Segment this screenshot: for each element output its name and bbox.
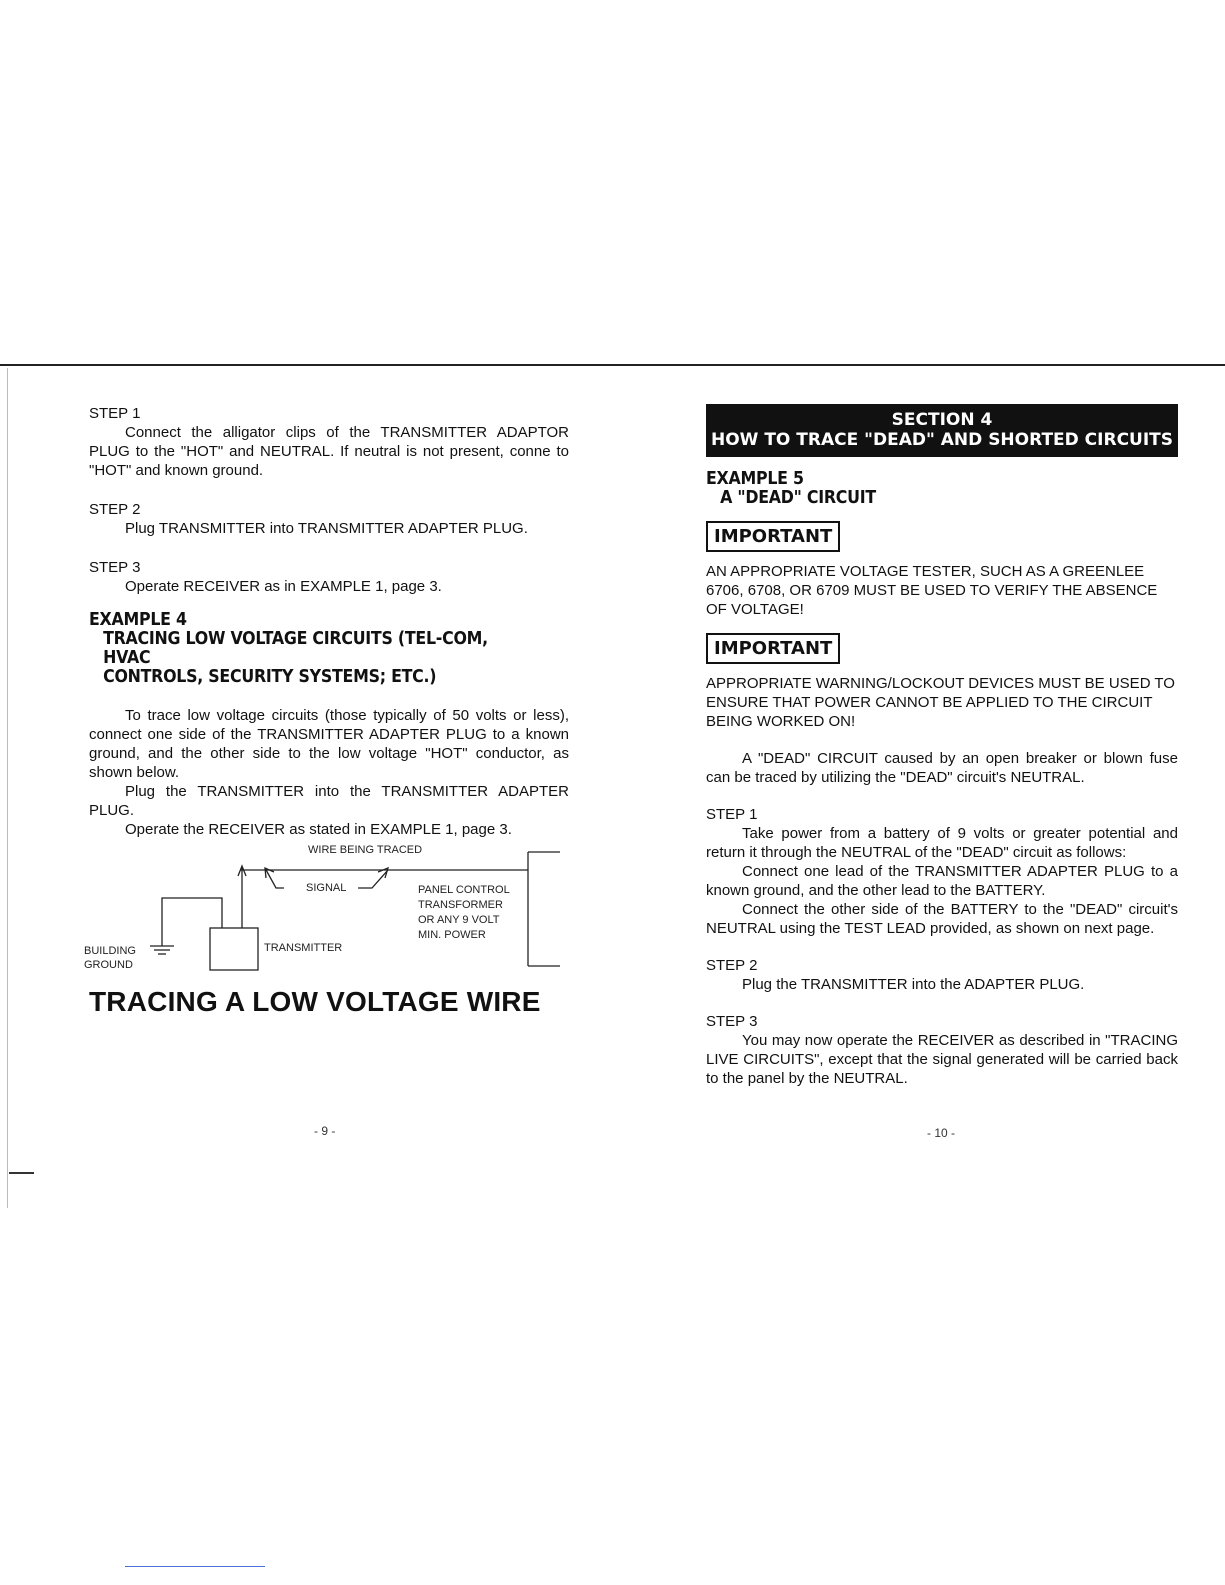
left-scan-mark [9, 1172, 34, 1174]
panel-control-label: PANEL CONTROL [418, 884, 510, 896]
signal-label: SIGNAL [306, 882, 347, 894]
important-badge-2: IMPORTANT [706, 633, 840, 664]
building-label: BUILDING [84, 945, 136, 957]
dead-circuit-intro: A "DEAD" CIRCUIT caused by an open breaker or blown fuse can be traced by utilizing the "DEAD" circuit's NEUTRAL. [706, 750, 1178, 786]
ground-lead [162, 898, 222, 937]
transmitter-box [210, 928, 258, 970]
section-banner [706, 404, 1178, 457]
example4-subtitle-line1: TRACING LOW VOLTAGE CIRCUITS (TEL-COM, HVAC [103, 628, 488, 668]
right-page-column [706, 410, 1178, 1088]
signal-leader-right [358, 870, 388, 888]
r-step1-label: STEP 1 [706, 806, 758, 823]
step2-label: STEP 2 [89, 501, 141, 518]
left-page-column [89, 404, 569, 839]
r-step1-p2: Connect one lead of the TRANSMITTER ADAPTER PLUG to a known ground, and the other lead to the BATTERY. [706, 863, 1178, 899]
left-scan-edge [7, 368, 8, 1208]
transmitter-label: TRANSMITTER [264, 942, 343, 954]
step3-label: STEP 3 [89, 559, 141, 576]
section-title: HOW TO TRACE "DEAD" AND SHORTED CIRCUITS [710, 430, 1174, 450]
example4-heading [89, 610, 511, 686]
bottom-link-rule [125, 1566, 265, 1567]
r-step1-p3: Connect the other side of the BATTERY to the "DEAD" circuit's NEUTRAL using the TEST LEAD provided, as shown on next page. [706, 901, 1178, 937]
page-number-right: - 10 - [927, 1126, 956, 1140]
signal-leader-left [265, 868, 284, 888]
top-scan-rule [0, 364, 1225, 366]
step1-text: Connect the alligator clips of the TRANSMITTER ADAPTOR PLUG to the "HOT" and NEUTRAL. If neutral is not present, conne to "HOT" and known ground. [89, 424, 569, 479]
important-text-1: AN APPROPRIATE VOLTAGE TESTER, SUCH AS A GREENLEE 6706, 6708, OR 6709 MUST BE USED TO VERIFY THE ABSENCE OF VOLTAGE! [706, 563, 1158, 618]
transformer-label: TRANSFORMER [418, 899, 503, 911]
min-power-label: MIN. POWER [418, 929, 486, 941]
important-badge-1: IMPORTANT [706, 521, 840, 552]
figure-title: TRACING A LOW VOLTAGE WIRE [89, 986, 541, 1017]
r-step2-text: Plug the TRANSMITTER into the ADAPTER PLUG. [742, 976, 1085, 993]
nine-volt-label: OR ANY 9 VOLT [418, 914, 500, 926]
example5-subtitle: A "DEAD" CIRCUIT [720, 487, 876, 508]
low-voltage-wiring-diagram [80, 838, 570, 978]
example5-title: EXAMPLE 5 [706, 468, 804, 489]
r-step2-label: STEP 2 [706, 957, 758, 974]
example4-paragraph-3: Operate the RECEIVER as stated in EXAMPLE 1, page 3. [125, 821, 512, 838]
example4-subtitle-line2: CONTROLS, SECURITY SYSTEMS; ETC.) [103, 666, 437, 687]
r-step3-label: STEP 3 [706, 1013, 758, 1030]
section-number: SECTION 4 [891, 410, 993, 430]
step1-label: STEP 1 [89, 405, 141, 422]
wire-being-traced-label: WIRE BEING TRACED [308, 844, 423, 856]
example4-paragraph-2: Plug the TRANSMITTER into the TRANSMITTER ADAPTER PLUG. [89, 783, 569, 819]
step2-text: Plug TRANSMITTER into TRANSMITTER ADAPTER PLUG. [125, 520, 528, 537]
important-text-2: APPROPRIATE WARNING/LOCKOUT DEVICES MUST BE USED TO ENSURE THAT POWER CANNOT BE APPLIED TO THE CIRCUIT BEING WORKED ON! [706, 675, 1175, 730]
r-step1-p1: Take power from a battery of 9 volts or greater potential and return it through the NEUTRAL of the "DEAD" circuit as follows: [706, 825, 1178, 861]
page-number-left: - 9 - [314, 1124, 336, 1138]
ground-label: GROUND [84, 959, 133, 971]
example4-paragraph-1: To trace low voltage circuits (those typically of 50 volts or less), connect one side of the TRANSMITTER ADAPTER PLUG to a known ground, and the other side to the low voltage "HOT" conductor, as shown below. [89, 707, 569, 781]
r-step3-text: You may now operate the RECEIVER as described in "TRACING LIVE CIRCUITS", except that the signal generated will be carried back to the panel by the NEUTRAL. [706, 1032, 1178, 1087]
example5-heading [706, 469, 1121, 507]
example4-title: EXAMPLE 4 [89, 609, 187, 630]
step3-text: Operate RECEIVER as in EXAMPLE 1, page 3. [125, 578, 442, 595]
